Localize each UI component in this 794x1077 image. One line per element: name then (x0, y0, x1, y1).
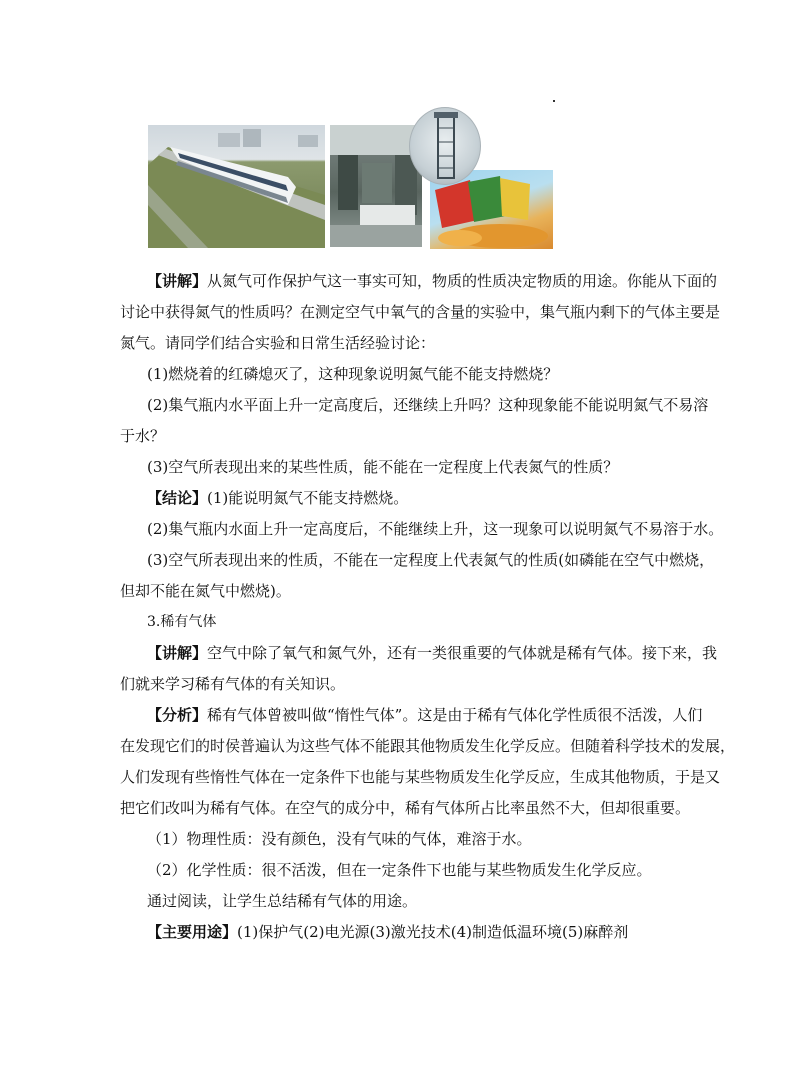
lecture2-line1 (147, 642, 717, 663)
question-2b: 于水？ (120, 427, 166, 445)
section-heading: 3.稀有气体 (147, 614, 217, 630)
lecture2-label: 【讲解】 (147, 644, 208, 662)
property-physical: （1）物理性质：没有颜色，没有气味的气体，难溶于水。 (147, 830, 532, 848)
lecture1-line2: 讨论中获得氮气的性质吗？在测定空气中氧气的含量的实验中，集气瓶内剩下的气体主要是 (120, 303, 721, 321)
conclusion-3b: 但却不能在氮气中燃烧)。 (120, 582, 291, 600)
conclusion-1 (147, 487, 408, 508)
analysis-line1 (147, 704, 702, 725)
analysis-line3: 人们发现有些惰性气体在一定条件下也能与某些物质发生化学反应，生成其他物质，于是又 (120, 768, 721, 786)
maglev-train-photo (148, 125, 325, 248)
uses-text: (1)保护气(2)电光源(3)激光技术(4)制造低温环境(5)麻醉剂 (237, 923, 629, 941)
property-chemical: （2）化学性质：很不活泼，但在一定条件下也能与某些物质发生化学反应。 (147, 861, 652, 879)
conclusion-3a: (3)空气所表现出来的性质，不能在一定程度上代表氮气的性质(如磷能在空气中燃烧， (147, 551, 715, 569)
tower-photo (409, 107, 481, 185)
lecture1-line3: 氮气。请同学们结合实验和日常生活经验讨论： (120, 334, 436, 352)
conclusion-2: (2)集气瓶内水面上升一定高度后，不能继续上升，这一现象可以说明氮气不易溶于水。 (147, 520, 724, 538)
conclusion-text1: (1)能说明氮气不能支持燃烧。 (207, 489, 409, 507)
analysis-line2: 在发现它们的时侯普遍认为这些气体不能跟其他物质发生化学反应。但随着科学技术的发展， (120, 737, 736, 755)
analysis-label: 【分析】 (147, 706, 208, 724)
question-1: (1)燃烧着的红磷熄灭了，这种现象说明氮气能不能支持燃烧？ (147, 365, 559, 383)
analysis-text1: 稀有气体曾被叫做“惰性气体”。这是由于稀有气体化学性质很不活泼，人们 (207, 706, 703, 724)
main-uses (147, 921, 628, 942)
lecture2-text1: 空气中除了氧气和氮气外，还有一类很重要的气体就是稀有气体。接下来，我 (207, 644, 718, 662)
conclusion-label: 【结论】 (147, 489, 208, 507)
question-2a: (2)集气瓶内水平面上升一定高度后，还继续上升吗？这种现象能不能说明氮气不易溶 (147, 396, 709, 414)
lecture1-text1: 从氮气可作保护气这一事实可知，物质的性质决定物质的用途。你能从下面的 (207, 272, 718, 290)
uses-label: 【主要用途】 (147, 923, 238, 941)
lecture2-line2: 们就来学习稀有气体的有关知识。 (120, 675, 346, 693)
stray-dot (553, 100, 555, 102)
analysis-line4: 把它们改叫为稀有气体。在空气的成分中，稀有气体所占比率虽然不大，但却很重要。 (120, 799, 691, 817)
reading-note: 通过阅读，让学生总结稀有气体的用途。 (147, 892, 418, 910)
question-3: (3)空气所表现出来的某些性质，能不能在一定程度上代表氮气的性质？ (147, 458, 619, 476)
lecture1-line1 (147, 270, 717, 291)
lecture1-label: 【讲解】 (147, 272, 208, 290)
